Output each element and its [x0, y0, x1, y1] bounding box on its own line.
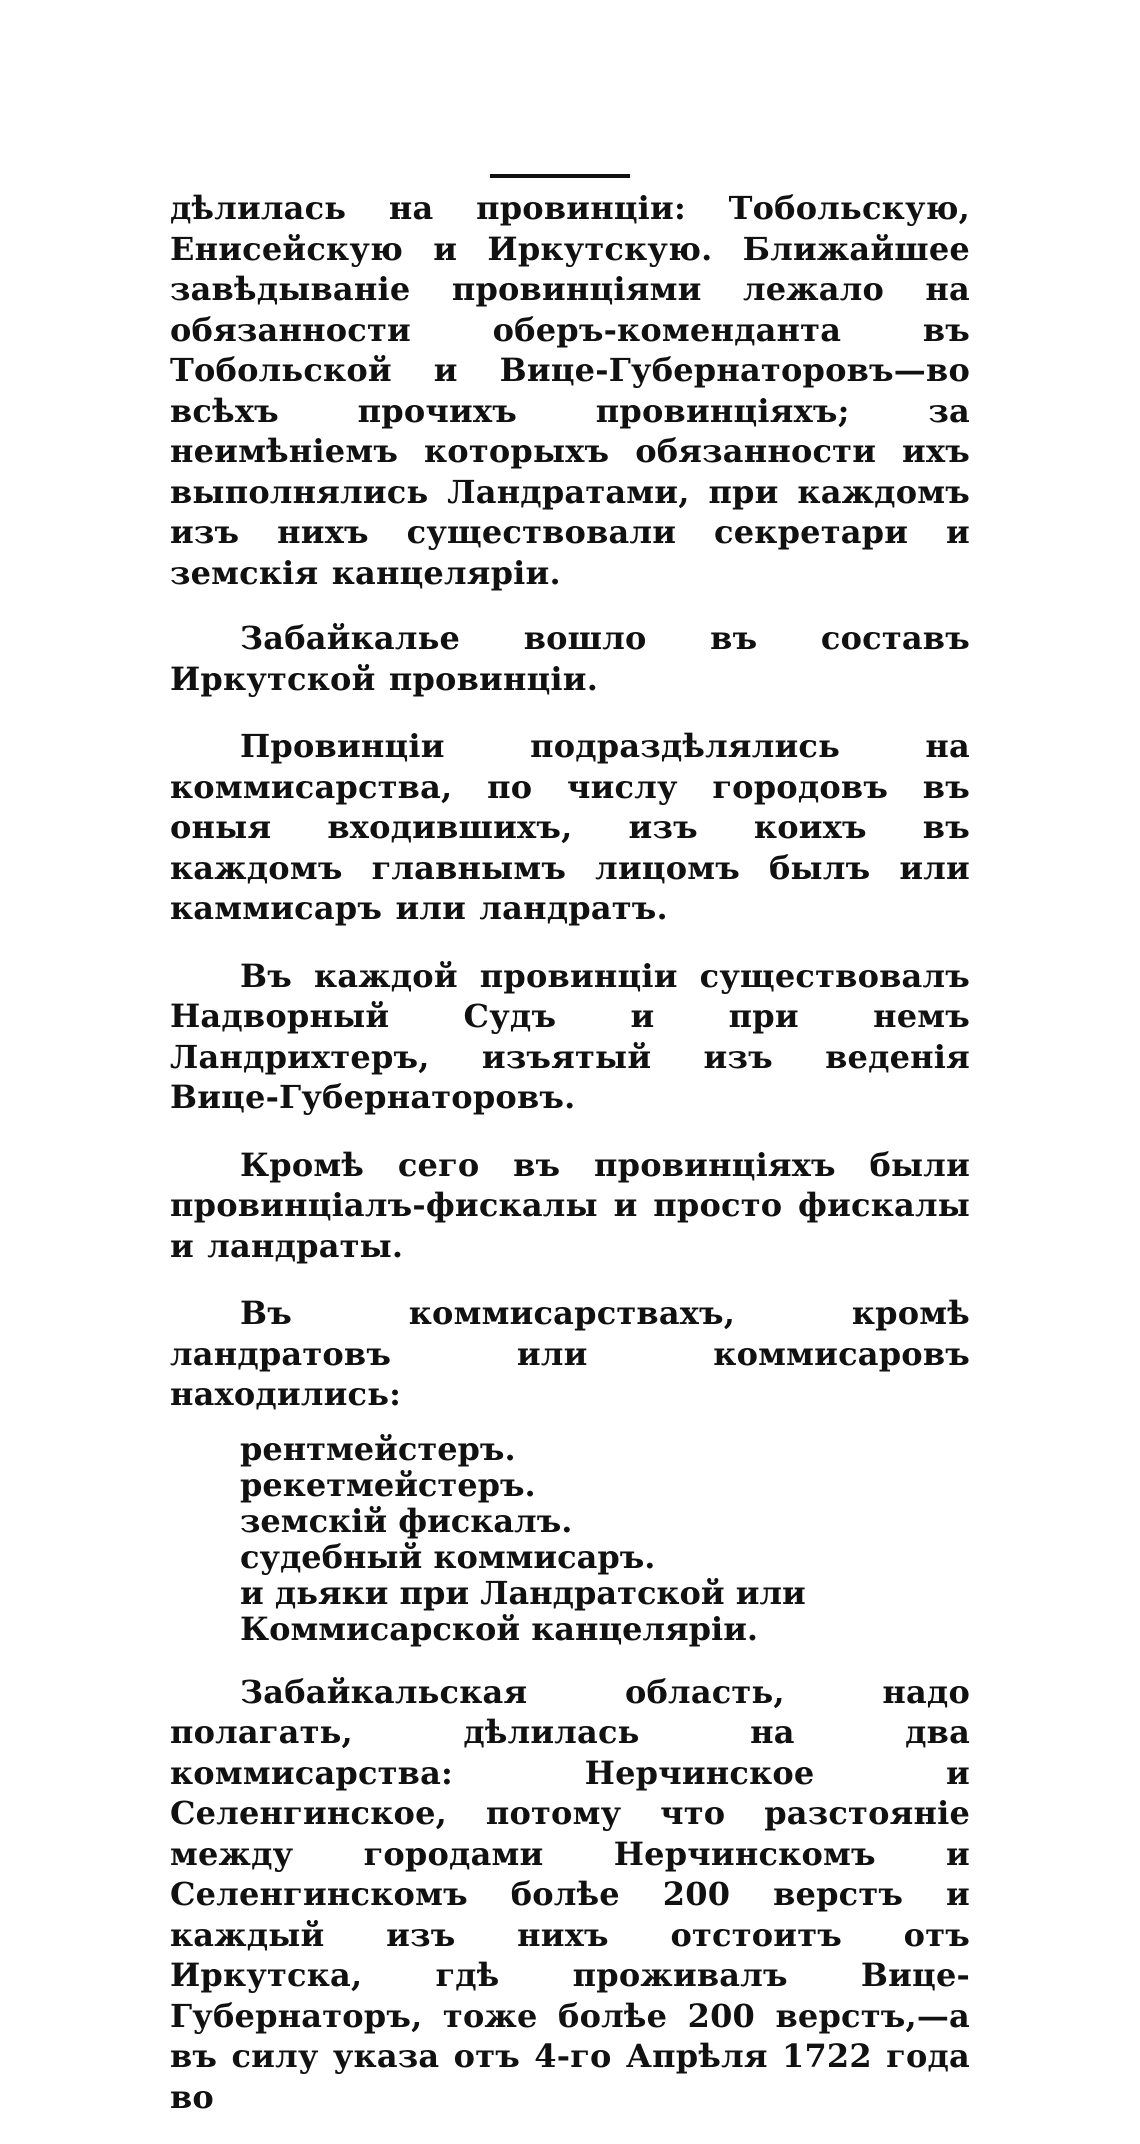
paragraph-commissariats: Провинціи подраздѣлялись на коммисарства, по числу городовъ въ оныя входившихъ, изъ коихъ въ каждомъ главнымъ лицомъ былъ или каммисаръ или ландратъ.	[170, 727, 970, 927]
list-item: земскій фискалъ.	[240, 1501, 573, 1540]
header-rule	[490, 174, 630, 178]
page-text	[170, 188, 970, 2144]
list-item: рентмейстеръ.	[240, 1429, 516, 1468]
paragraph-zabaikalye: Забайкалье вошло въ составъ Иркутской провинціи.	[170, 619, 970, 698]
paragraph-provinces: дѣлилась на провинціи: Тобольскую, Енисейскую и Иркутскую. Ближайшее завѣдываніе провинціями лежало на обязанности оберъ-коменданта въ Тобольской и Вице-Губернаторовъ—во всѣхъ прочихъ провинціяхъ; за неимѣніемъ которыхъ обязанности ихъ выполнялись Ландратами, при каждомъ изъ нихъ существовали секретари и земскія канцеляріи.	[170, 189, 970, 592]
paragraph-fiscals: Кромѣ сего въ провинціяхъ были провинціалъ-фискалы и просто фискалы и ландраты.	[170, 1145, 970, 1265]
list-item: рекетмейстеръ.	[240, 1465, 536, 1504]
paragraph-zabaikalye-region: Забайкальская область, надо полагать, дѣлилась на два коммисарства: Нерчинское и Селенгинское, потому что разстояніе между городами Нерчинскомъ и Селенгинскомъ болѣе 200 верстъ и каждый изъ нихъ отстоитъ отъ Иркутска, гдѣ проживалъ Вице-Губернаторъ, тоже болѣе 200 верстъ,—а въ силу указа отъ 4-го Апрѣля 1722 года во	[170, 1672, 970, 2116]
list-item: судебный коммисаръ.	[240, 1537, 656, 1576]
list-item: и дьяки при Ландратской или Коммисарской канцеляріи.	[240, 1573, 806, 1648]
paragraph-officials-intro: Въ коммисарствахъ, кромѣ ландратовъ или коммисаровъ находились:	[170, 1294, 970, 1413]
paragraph-court: Въ каждой провинціи существовалъ Надворный Судъ и при немъ Ландрихтеръ, изъятый изъ веденія Вице-Губернаторовъ.	[170, 956, 970, 1116]
officials-list	[170, 1431, 970, 1647]
